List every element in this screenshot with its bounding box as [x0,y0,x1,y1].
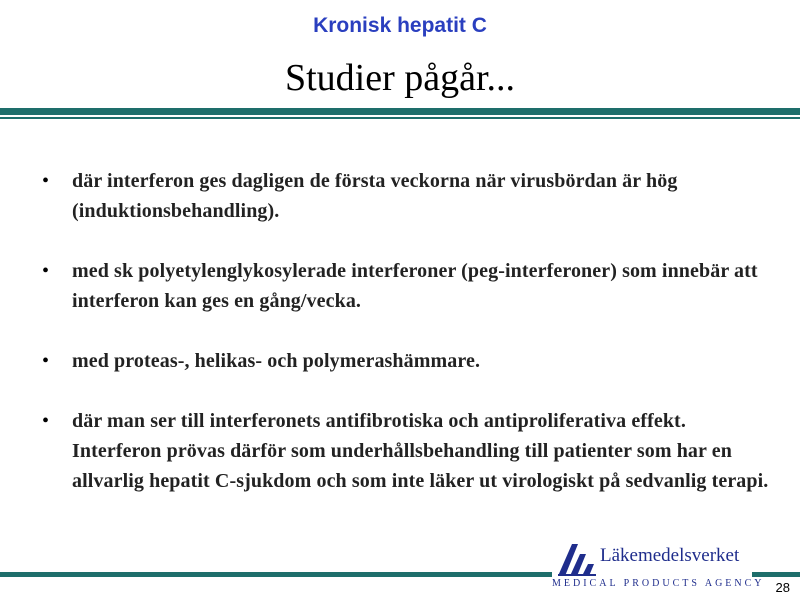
bullet-text: med sk polyetylenglykosylerade interferoner (peg-interferoner) som innebär att interferon kan ges en gång/vecka. [72,260,758,312]
agency-name: Läkemedelsverket [600,545,740,566]
bullet-item [36,406,776,496]
bullet-list [36,166,776,526]
slide-super-title: Kronisk hepatit C [313,14,487,37]
agency-subtitle: MEDICAL PRODUCTS AGENCY [552,578,765,589]
header-divider-thick [0,108,800,115]
agency-logo [552,540,765,596]
bullet-icon: • [42,260,50,282]
bullet-text: där man ser till interferonets antifibrotiska och antiproliferativa effekt. Interferon prövas därför som underhållsbehandling till patienter som har en allvarlig hepatit C-sjukdom och som inte läker ut virologiskt på sedvanlig terapi. [72,410,769,492]
bullet-icon: • [42,410,50,432]
bullet-text: där interferon ges dagligen de första veckorna när virusbördan är hög (induktionsbehandling). [72,170,678,222]
slide-title: Studier pågår... [284,57,516,99]
bullet-icon: • [42,170,50,192]
header-divider-thin [0,117,800,119]
lakemedelsverket-logo-icon [556,540,598,578]
bullet-icon: • [42,350,50,372]
bullet-text: med proteas-, helikas- och polymerashämmare. [72,350,481,372]
page-number: 28 [775,580,790,595]
bullet-item [36,346,776,376]
bullet-item [36,166,776,226]
bullet-item [36,256,776,316]
